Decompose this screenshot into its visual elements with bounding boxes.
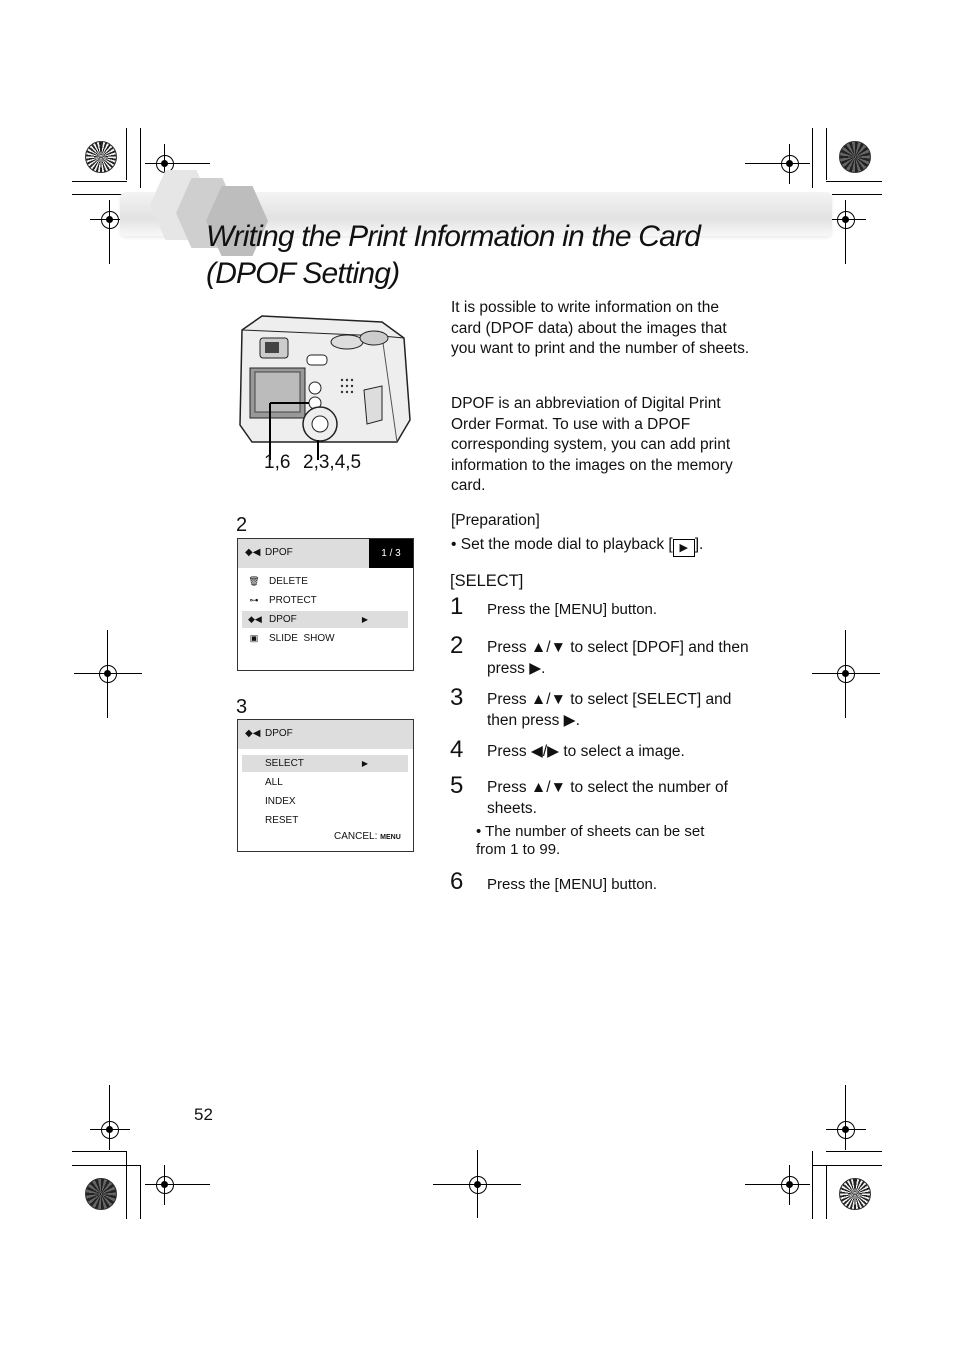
menu-item-reset (242, 812, 408, 829)
crosshair-mark (458, 1165, 498, 1205)
dpof-icon: ◆◀ (245, 728, 261, 739)
select-heading: [SELECT] (450, 572, 524, 590)
step-text: Press ▲/▼ to select the number of sheets. (487, 779, 728, 817)
step-number: 5 (450, 772, 464, 799)
crosshair-mark (826, 654, 866, 694)
page-title-line1: Writing the Print Information in the Card (206, 220, 701, 253)
cancel-hint (334, 831, 401, 842)
step-text: Press ◀/▶ to select a image. (487, 743, 685, 760)
step-note: • The number of sheets can be set from 1 to 99. (476, 823, 705, 858)
dpof-icon: ◆◀ (245, 547, 261, 558)
right-arrow-icon: ▶ (361, 759, 368, 768)
color-wheel-mark (839, 1178, 871, 1210)
key-icon: ⊶ (249, 595, 259, 605)
crosshair-mark (826, 200, 866, 240)
menu-item-select (242, 755, 408, 772)
intro-paragraph-2: DPOF is an abbreviation of Digital Print Order Format. To use with a DPOF corresponding system, you can add print information to the images on the memory card. (451, 395, 733, 494)
crosshair-mark (770, 144, 810, 184)
menu-item-label: SLIDE SHOW (269, 633, 335, 644)
preparation-text: • Set the mode dial to playback [ (451, 536, 673, 553)
menu-item-label: INDEX (265, 796, 296, 807)
color-wheel-mark (85, 141, 117, 173)
menu-item-protect (242, 592, 408, 609)
step-number: 4 (450, 736, 464, 763)
step-text: Press ▲/▼ to select [SELECT] and then press ▶. (487, 691, 732, 729)
screen-header-label: DPOF (265, 728, 293, 739)
lcd-screen-playback-menu (237, 538, 414, 671)
menu-item-slide-show (242, 630, 408, 647)
screen-header-label: DPOF (265, 547, 293, 558)
crosshair-mark (145, 1165, 185, 1205)
menu-item-all (242, 774, 408, 791)
preparation-bullet (451, 535, 751, 557)
lcd-screen-dpof-menu (237, 719, 414, 852)
trash-icon: 🗑 (248, 576, 260, 586)
step-text: Press the [MENU] button. (487, 601, 658, 618)
dpof-icon: ◆◀ (248, 614, 262, 624)
camera-callout-right: 2,3,4,5 (303, 452, 362, 473)
crosshair-mark (770, 1165, 810, 1205)
step-number: 1 (450, 593, 464, 620)
menu-key-label: MENU (380, 834, 401, 841)
step-number: 3 (450, 684, 464, 711)
crosshair-mark (826, 1110, 866, 1150)
camera-callout-left: 1,6 (264, 452, 291, 473)
right-arrow-icon: ▶ (361, 615, 368, 624)
menu-item-label: ALL (265, 777, 283, 788)
step-number: 2 (450, 632, 464, 659)
screen-header (238, 539, 413, 568)
step-number: 6 (450, 868, 464, 895)
crosshair-mark (90, 1110, 130, 1150)
page-indicator: 1 / 3 (369, 539, 413, 568)
color-wheel-mark (839, 141, 871, 173)
page-title-line2: (DPOF Setting) (206, 257, 400, 290)
crosshair-mark (88, 654, 128, 694)
menu-item-label: DPOF (269, 614, 297, 625)
slideshow-icon: ▣ (249, 633, 259, 643)
cancel-label: CANCEL: (334, 831, 378, 842)
menu-item-label: DELETE (269, 576, 308, 587)
page-number: 52 (194, 1105, 213, 1124)
figure-number-3: 3 (236, 696, 248, 718)
menu-item-label: PROTECT (269, 595, 317, 606)
intro-paragraph-1: It is possible to write information on the card (DPOF data) about the images that you want to print and the number of sheets. (451, 299, 750, 357)
menu-item-label: RESET (265, 815, 299, 826)
step-text: Press ▲/▼ to select [DPOF] and then press ▶. (487, 639, 749, 677)
figure-number-2: 2 (236, 514, 248, 536)
menu-item-label: SELECT (265, 758, 304, 769)
menu-item-delete (242, 573, 408, 590)
preparation-text-end: ]. (694, 536, 704, 553)
step-text: Press the [MENU] button. (487, 876, 658, 893)
menu-item-index (242, 793, 408, 810)
color-wheel-mark (85, 1178, 117, 1210)
preparation-heading: [Preparation] (451, 512, 540, 529)
camera-illustration (232, 310, 417, 460)
menu-item-dpof (242, 611, 408, 628)
screen-header (238, 720, 413, 749)
playback-icon: ▶ (673, 539, 695, 557)
